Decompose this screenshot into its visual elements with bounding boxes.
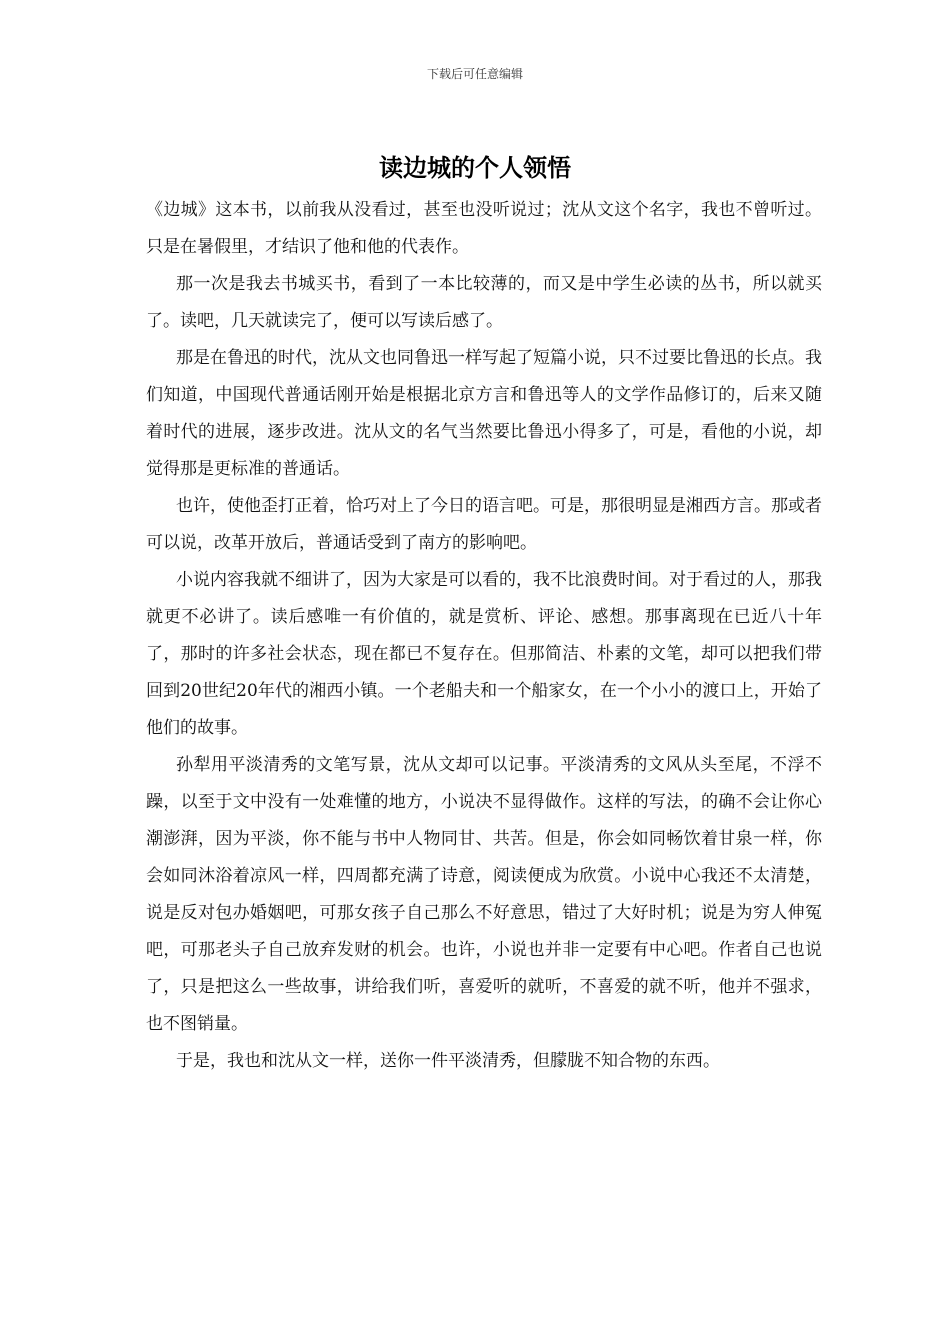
paragraph-3: 那是在鲁迅的时代，沈从文也同鲁迅一样写起了短篇小说，只不过要比鲁迅的长点。我们知道，中国现代普通话刚开始是根据北京方言和鲁迅等人的文学作品修订的，后来又随着时代的进展，逐步改进。沈从文的名气当然要比鲁迅小得多了，可是，看他的小说，却觉得那是更标准的普通话。: [146, 348, 822, 479]
paragraph-4: 也许，使他歪打正着，恰巧对上了今日的语言吧。可是，那很明显是湘西方言。那或者可以说，改革开放后，普通话受到了南方的影响吧。: [146, 496, 822, 553]
document-title: 读边城的个人领悟: [379, 153, 571, 182]
paragraph-2: 那一次是我去书城买书，看到了一本比较薄的，而又是中学生必读的丛书，所以就买了。读吧，几天就读完了，便可以写读后感了。: [146, 274, 822, 331]
header-note: 下载后可任意编辑: [426, 67, 523, 81]
paragraph-1: 《边城》这本书，以前我从没看过，甚至也没听说过；沈从文这个名字，我也不曾听过。只是在暑假里，才结识了他和他的代表作。: [146, 200, 822, 257]
paragraph-7: 于是，我也和沈从文一样，送你一件平淡清秀，但朦胧不知合物的东西。: [176, 1051, 720, 1071]
document-body: [146, 192, 822, 1080]
paragraph-5: 小说内容我就不细讲了，因为大家是可以看的，我不比浪费时间。对于看过的人，那我就更不必讲了。读后感唯一有价值的，就是赏析、评论、感想。那事离现在已近八十年了，那时的许多社会状态，现在都已不复存在。但那简洁、朴素的文笔，却可以把我们带回到20世纪20年代的湘西小镇。一个老船夫和一个船家女，在一个小小的渡口上，开始了他们的故事。: [146, 570, 822, 738]
paragraph-6: 孙犁用平淡清秀的文笔写景，沈从文却可以记事。平淡清秀的文风从头至尾，不浮不躁，以至于文中没有一处难懂的地方，小说决不显得做作。这样的写法，的确不会让你心潮澎湃，因为平淡，你不能与书中人物同甘、共苦。但是，你会如同畅饮着甘泉一样，你会如同沐浴着凉风一样，四周都充满了诗意，阅读便成为欣赏。小说中心我还不太清楚，说是反对包办婚姻吧，可那女孩子自己那么不好意思，错过了大好时机；说是为穷人伸冤吧，可那老头子自己放弃发财的机会。也许，小说也并非一定要有中心吧。作者自己也说了，只是把这么一些故事，讲给我们听，喜爱听的就听，不喜爱的就不听，他并不强求，也不图销量。: [146, 755, 822, 1034]
